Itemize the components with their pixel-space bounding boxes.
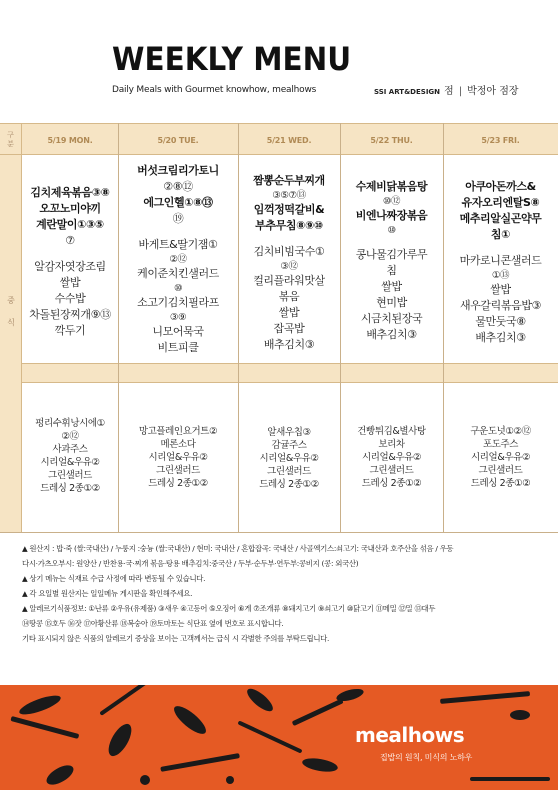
dessert-item: 드레싱 2종①② (361, 478, 422, 489)
dessert-item: 시리얼&우유② (259, 453, 319, 464)
table-bottom-line (0, 532, 558, 533)
lunch-cell-wed (238, 173, 340, 353)
menu-main: 아쿠아돈까스& (465, 180, 536, 193)
note-caution: 기타 표시되지 않은 식품의 알레르기 증상을 보이는 고객께서는 급식 시 각별한 주의를 부탁드립니다. (22, 634, 330, 643)
menu-side: ②⑫ (169, 254, 187, 265)
menu-side: 케이준치킨샐러드 (137, 267, 219, 280)
page-title: WEEKLY MENU (112, 40, 352, 78)
menu-side: 소고기김치필라프 (137, 296, 219, 309)
dessert-cell-fri (443, 425, 558, 490)
menu-side: 쌀밥 (278, 306, 300, 319)
separator: | (458, 86, 463, 97)
dessert-item: 그린샐러드 (156, 465, 200, 476)
menu-main: 비엔나짜장볶음 (355, 209, 428, 222)
note-board: ▲ 각 요일별 원산지는 일일메뉴 게시판을 확인해주세요. (22, 589, 193, 598)
menu-side: 쌀밥 (381, 280, 402, 293)
menu-side: ③⑫ (280, 261, 298, 272)
store-label: 점 (444, 86, 454, 97)
menu-side: 니모어묵국 (152, 325, 204, 338)
footer-tagline: 집밥의 원칙, 미식의 노하우 (380, 753, 473, 762)
menu-main: 부추무침⑧⑨⑩ (255, 219, 323, 232)
menu-side: 볶음 (278, 290, 300, 303)
day-header-fri: 5/23 FRI. (481, 135, 520, 145)
dessert-item: 시리얼&우유② (40, 457, 100, 468)
day-header-row (0, 123, 558, 155)
menu-main: 에그인헬①⑧⑬ (143, 196, 213, 209)
menu-main: 계란말이①③⑤ (36, 218, 104, 231)
menu-main: ⑦ (65, 234, 75, 247)
dessert-item: ②⑫ (61, 431, 79, 442)
menu-side: 수수밥 (54, 292, 86, 305)
menu-side: 새우갈릭볶음밥③ (459, 299, 542, 312)
menu-main: ②⑧⑫ (163, 180, 193, 193)
note-origin-cont: 다시·가츠오부시: 원양산 / 반찬용·국·찌개 볶음·탕용 배추김치:중국산 / 두부·순두부·연두부:콩비지 (콩: 외국산) (22, 559, 359, 568)
lunch-cell-fri (443, 179, 558, 346)
menu-side: 배추김치③ (366, 328, 417, 341)
menu-main: ⑩ (387, 225, 396, 236)
dessert-item: 사과주스 (52, 444, 88, 455)
dessert-item: 감귤주스 (271, 440, 307, 451)
footer-banner (0, 685, 558, 790)
menu-side: 깍두기 (54, 324, 86, 337)
dessert-item: 시리얼&우유② (361, 452, 421, 463)
lunch-cell-tue (118, 163, 238, 356)
menu-side: 차돌된장찌개⑨⑬ (29, 308, 111, 321)
menu-main: 임꺽정떡갈비& (253, 203, 325, 216)
lunch-cell-thu (340, 179, 443, 343)
dessert-item: 그린샐러드 (48, 470, 92, 481)
note-origin: ▲ 원산지 : 밥·죽 (쌀:국내산) / 누룽지 :숭늉 (쌀:국내산) / 현미: 국내산 / 혼합잡곡: 국내산 / 사골엑기스:쇠고기: 국내산과 호주산을 섞음 / 우동 (22, 544, 454, 553)
dessert-item: 그린샐러드 (267, 466, 311, 477)
menu-side: 콩나물김가루무 (355, 248, 428, 261)
dessert-item: 구운도넛①②⑫ (470, 426, 531, 437)
dessert-item: 포도주스 (482, 439, 519, 450)
menu-table (0, 123, 558, 533)
menu-side: 바게트&딸기잼① (138, 238, 218, 251)
brand-logo: SSI ART&DESIGN (374, 88, 441, 96)
dessert-item: 시리얼&우유② (470, 452, 530, 463)
dessert-item: 건빵튀김&별사탕 (357, 426, 426, 437)
menu-side: 알감자엿장조림 (34, 260, 106, 273)
note-allergy: ▲ 알레르기식품정보: ①난류 ②우유(유제품) ③새우 ④고등어 ⑤오징어 ⑥게 ⑦조개류 ⑧돼지고기 ⑨쇠고기 ⑩닭고기 ⑪메밀 ⑫밀 ⑬대두 (22, 604, 436, 613)
header (0, 0, 558, 122)
day-header-mon: 5/19 MON. (47, 135, 93, 145)
menu-side: 쌀밥 (490, 283, 511, 296)
note-change: ▲ 상기 메뉴는 식재료 수급 사정에 따라 변동될 수 있습니다. (22, 574, 206, 583)
menu-side: 배추김치③ (263, 338, 315, 351)
dessert-item: 메론소다 (160, 439, 196, 450)
corner-label: 구 분 (0, 124, 22, 156)
store-info (374, 82, 519, 97)
dessert-item: 그린샐러드 (369, 465, 414, 476)
dessert-cell-thu (340, 425, 443, 490)
dessert-item: 드레싱 2종①② (40, 483, 100, 494)
utensil-pattern (0, 685, 558, 790)
menu-side: 배추김치③ (475, 331, 526, 344)
dessert-item: 드레싱 2종①② (148, 478, 208, 489)
menu-side: 쌀밥 (59, 276, 81, 289)
footer-logo: mealhows (355, 723, 465, 747)
dessert-item: 망고플레인요거트② (138, 426, 218, 437)
menu-side: 물만둣국⑧ (475, 315, 526, 328)
menu-side: 김치비빔국수① (253, 245, 325, 258)
menu-main: ③⑤⑦⑬ (272, 190, 306, 201)
section-label-lunch: 중 식 (7, 296, 15, 327)
menu-main: 유자오리엔탈S⑧ (461, 196, 540, 209)
menu-side: ⑩ (173, 283, 183, 294)
menu-main: 메추리알실곤약무 (459, 212, 542, 225)
dessert-item: 드레싱 2종①② (470, 478, 531, 489)
menu-side: 잡곡밥 (273, 322, 305, 335)
menu-side: ①⑬ (491, 270, 510, 281)
dessert-item: 그린샐러드 (478, 465, 523, 476)
day-header-tue: 5/20 TUE. (157, 135, 199, 145)
notes (22, 541, 542, 646)
dessert-item: 펑리수휘낭시에① (35, 418, 105, 429)
section-band (22, 363, 558, 383)
dessert-item: 드레싱 2종①② (259, 479, 319, 490)
menu-side: 침 (386, 264, 397, 277)
menu-main: ⑩⑫ (382, 196, 401, 207)
menu-side: 비트피클 (157, 341, 199, 354)
dessert-cell-tue (118, 425, 238, 490)
menu-main: 침① (490, 228, 511, 241)
menu-main: 수제비닭볶음탕 (355, 180, 428, 193)
section-side (0, 155, 22, 533)
menu-side: ③⑨ (169, 312, 187, 323)
menu-side: 시금치된장국 (360, 312, 423, 325)
menu-main: 버섯크림리가토니 (137, 164, 219, 177)
menu-side: 컬리플라워맛살 (253, 274, 325, 287)
menu-main: 짬뽕순두부찌개 (253, 174, 325, 187)
dessert-item: 보리차 (378, 439, 405, 450)
dessert-item: 알새우칩③ (267, 427, 311, 438)
lunch-cell-mon (22, 185, 118, 339)
manager-name: 박정아 점장 (467, 86, 519, 97)
menu-main: 김치제육볶음③⑧ (30, 186, 110, 199)
menu-main: 오꼬노미야끼 (39, 202, 101, 215)
note-allergy-cont: ⑭땅콩 ⑮호두 ⑯잣 ⑰아황산류 ⑱복숭아 ⑲토마토는 식단표 옆에 번호로 표시합니다. (22, 619, 284, 628)
day-header-wed: 5/21 WED. (266, 135, 312, 145)
day-header-thu: 5/22 THU. (370, 135, 413, 145)
dessert-cell-mon (22, 417, 118, 495)
page-subtitle: Daily Meals with Gourmet knowhow, mealhows (112, 85, 317, 95)
menu-main: ⑲ (172, 212, 184, 225)
dessert-cell-wed (238, 426, 340, 491)
menu-side: 마카로니콘샐러드 (459, 254, 542, 267)
dessert-item: 시리얼&우유② (148, 452, 208, 463)
menu-side: 현미밥 (376, 296, 407, 309)
